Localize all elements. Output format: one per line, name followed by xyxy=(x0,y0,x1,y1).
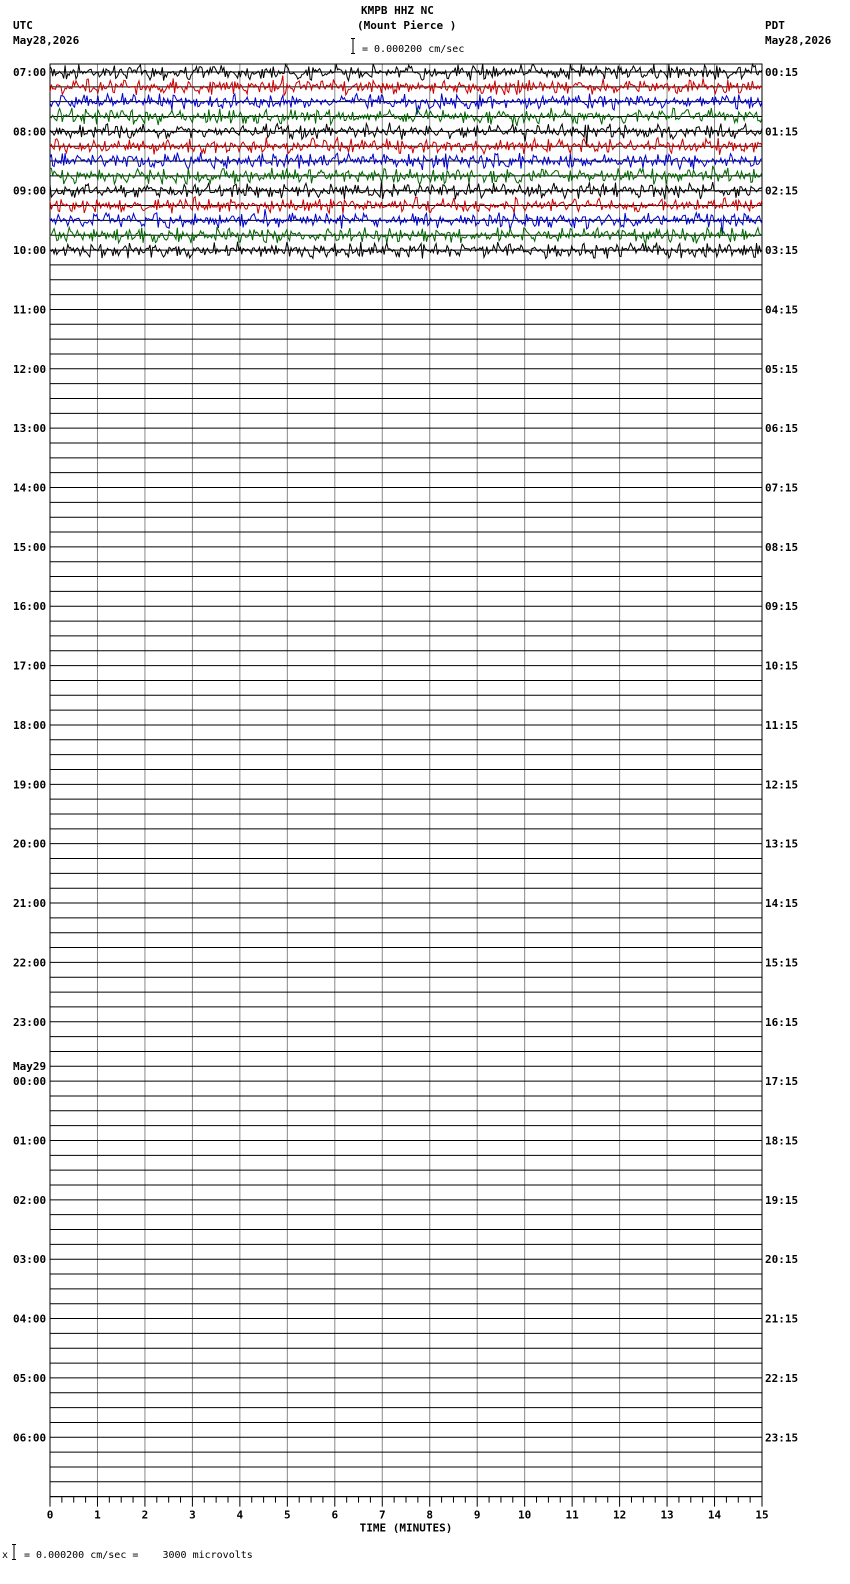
pdt-hour-label: 03:15 xyxy=(765,244,799,258)
trace-row xyxy=(50,123,762,146)
x-tick-label: 3 xyxy=(189,1508,196,1522)
right-timezone: PDT xyxy=(765,19,785,32)
utc-hour-label: 11:00 xyxy=(13,303,47,317)
pdt-hour-label: 05:15 xyxy=(765,362,799,376)
x-tick-label: 10 xyxy=(518,1508,532,1522)
pdt-hour-label: 18:15 xyxy=(765,1134,799,1148)
pdt-hour-label: 10:15 xyxy=(765,659,799,673)
utc-hour-label: 01:00 xyxy=(13,1134,47,1148)
utc-hour-label: 14:00 xyxy=(13,481,47,495)
pdt-hour-label: 09:15 xyxy=(765,600,799,614)
x-tick-label: 8 xyxy=(426,1508,434,1522)
utc-hour-label: 05:00 xyxy=(13,1371,47,1385)
plot-frame xyxy=(50,64,762,1497)
utc-hour-label: 03:00 xyxy=(13,1253,47,1267)
utc-hour-label: 10:00 xyxy=(13,244,47,258)
pdt-hour-label: 14:15 xyxy=(765,897,799,911)
utc-hour-label: 08:00 xyxy=(13,125,47,139)
utc-hour-label: 16:00 xyxy=(13,600,47,614)
trace-row xyxy=(50,209,762,235)
utc-hour-label: 21:00 xyxy=(13,897,47,911)
pdt-hour-label: 16:15 xyxy=(765,1015,799,1029)
trace-row xyxy=(50,93,762,114)
x-tick-label: 5 xyxy=(284,1508,291,1522)
pdt-hour-label: 23:15 xyxy=(765,1431,799,1445)
x-axis-label: TIME (MINUTES) xyxy=(359,1521,453,1535)
x-tick-label: 14 xyxy=(707,1508,722,1522)
x-tick-label: 6 xyxy=(331,1508,339,1522)
x-tick-label: 11 xyxy=(565,1508,579,1522)
utc-hour-label: 18:00 xyxy=(13,718,47,732)
utc-hour-label: 17:00 xyxy=(13,659,47,673)
right-date: May28,2026 xyxy=(765,34,832,47)
pdt-hour-label: 00:15 xyxy=(765,66,799,79)
utc-hour-label: 06:00 xyxy=(13,1431,47,1445)
x-tick-label: 1 xyxy=(94,1508,101,1522)
pdt-hour-label: 06:15 xyxy=(765,422,799,436)
utc-hour-label: 20:00 xyxy=(13,837,47,851)
x-tick-label: 9 xyxy=(473,1508,481,1522)
pdt-hour-label: 21:15 xyxy=(765,1312,799,1326)
pdt-hour-label: 04:15 xyxy=(765,303,799,317)
x-tick-label: 13 xyxy=(660,1508,674,1522)
utc-hour-label: 19:00 xyxy=(13,778,47,792)
utc-hour-label: 07:00 xyxy=(13,66,47,79)
pdt-hour-label: 08:15 xyxy=(765,540,799,554)
pdt-hour-label: 19:15 xyxy=(765,1193,799,1207)
pdt-hour-label: 17:15 xyxy=(765,1075,799,1089)
pdt-hour-label: 20:15 xyxy=(765,1253,799,1267)
x-tick-label: 0 xyxy=(46,1508,54,1522)
pdt-hour-label: 01:15 xyxy=(765,125,799,139)
pdt-hour-label: 13:15 xyxy=(765,837,799,851)
trace-row xyxy=(50,76,762,96)
x-tick-label: 12 xyxy=(612,1508,627,1522)
utc-day-label: May29 xyxy=(13,1060,47,1074)
utc-hour-label: 04:00 xyxy=(13,1312,47,1326)
footer-scale-bar-icon xyxy=(12,1544,16,1560)
x-tick-label: 4 xyxy=(236,1508,244,1522)
utc-hour-label: 02:00 xyxy=(13,1193,47,1207)
pdt-hour-label: 22:15 xyxy=(765,1371,799,1385)
x-tick-label: 15 xyxy=(755,1508,769,1522)
left-timezone: UTC xyxy=(13,19,33,32)
utc-hour-label: 00:00 xyxy=(13,1075,47,1089)
station-title: KMPB HHZ NC xyxy=(361,4,434,17)
pdt-hour-label: 07:15 xyxy=(765,481,799,495)
pdt-hour-label: 12:15 xyxy=(765,778,799,792)
footer-mark: x xyxy=(2,1550,9,1561)
pdt-hour-label: 02:15 xyxy=(765,184,799,198)
pdt-hour-label: 11:15 xyxy=(765,718,799,732)
x-tick-label: 2 xyxy=(141,1508,149,1522)
utc-hour-label: 13:00 xyxy=(13,422,47,436)
left-date: May28,2026 xyxy=(13,34,80,47)
scale-label: = 0.000200 cm/sec xyxy=(362,44,465,55)
trace-row xyxy=(50,166,762,185)
utc-hour-label: 22:00 xyxy=(13,956,47,970)
utc-hour-label: 12:00 xyxy=(13,362,47,376)
utc-hour-label: 15:00 xyxy=(13,540,47,554)
station-location: (Mount Pierce ) xyxy=(357,19,457,32)
utc-hour-label: 09:00 xyxy=(13,184,47,198)
x-tick-label: 7 xyxy=(378,1508,386,1522)
pdt-hour-label: 15:15 xyxy=(765,956,799,970)
footer-scale-note: = 0.000200 cm/sec = 3000 microvolts xyxy=(24,1550,253,1561)
utc-hour-label: 23:00 xyxy=(13,1015,47,1029)
